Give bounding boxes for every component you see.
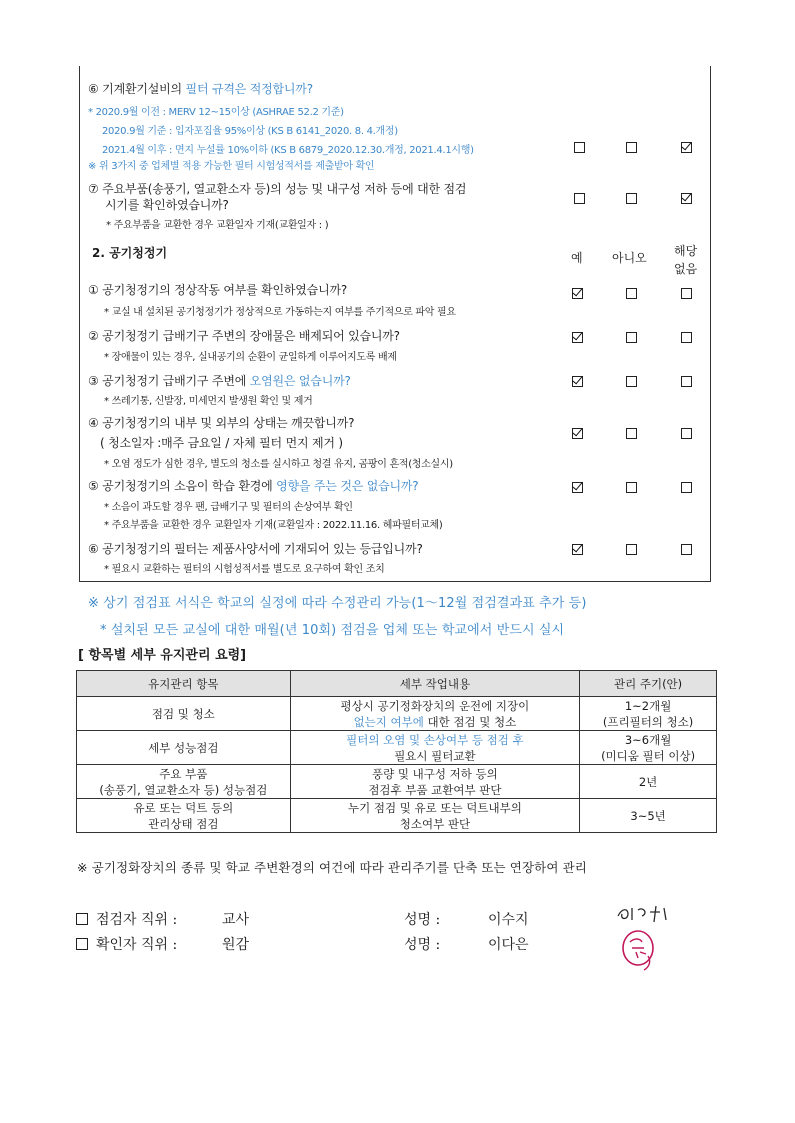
inspector-checkbox[interactable] bbox=[76, 913, 88, 925]
filter-note-2: 2020.9월 기준 : 입자포집율 95%이상 (KS B 6141_2020. 8. 4.개정) bbox=[102, 126, 398, 137]
maintenance-table bbox=[76, 670, 717, 833]
cell-work-line2 bbox=[295, 714, 576, 730]
inspector-name-label: 성명 : bbox=[404, 912, 441, 928]
item-2-text: ② 공기청정기 급배기구 주변의 장애물은 배제되어 있습니까? bbox=[88, 329, 400, 343]
item-6-text: ⑥ 공기청정기의 필터는 제품사양서에 기재되어 있는 등급입니까? bbox=[88, 542, 423, 556]
filter-note-3: 2021.4월 이후 : 면지 누설률 10%이하 (KS B 6879_2020.12.30.개정, 2021.4.1시행) bbox=[102, 145, 474, 156]
cell-item-line2: 관리상태 점검 bbox=[148, 816, 219, 831]
checkbox-i2-no[interactable] bbox=[626, 332, 637, 343]
cell-cycle-line1: 3~6개월 bbox=[624, 732, 672, 747]
checkbox-i2-yes[interactable] bbox=[572, 332, 583, 343]
cell-item: 세부 성능점검 bbox=[77, 731, 291, 765]
notice-monthly-inspection: * 설치된 모든 교실에 대한 매월(년 10회) 점검을 업체 또는 학교에서 반드시 실시 bbox=[100, 623, 565, 638]
checkbox-i1-no[interactable] bbox=[626, 288, 637, 299]
item-3-highlight: 오염원은 없습니까? bbox=[249, 374, 351, 388]
cell-work-highlight: 없는지 여부에 bbox=[353, 714, 424, 729]
cell-work-line1: 평상시 공기정화장치의 운전에 지장이 bbox=[340, 698, 530, 713]
cell-cycle: 2년 bbox=[580, 765, 717, 799]
cell-cycle: 3~5년 bbox=[580, 799, 717, 833]
cell-work-line1: 풍량 및 내구성 저하 등의 bbox=[372, 766, 498, 781]
question-parts-check: ⑦ 주요부품(송풍기, 열교환소자 등)의 성능 및 내구성 저하 등에 대한 점검 bbox=[88, 182, 467, 196]
cell-cycle bbox=[580, 697, 717, 731]
checkbox-i6-na[interactable] bbox=[681, 544, 692, 555]
checkbox-i6-yes[interactable] bbox=[572, 544, 583, 555]
cell-work-line2: 필요시 필터교환 bbox=[394, 748, 476, 763]
inspector-name: 이수지 bbox=[488, 912, 529, 928]
cell-work bbox=[290, 697, 580, 731]
checkbox-i6-no[interactable] bbox=[626, 544, 637, 555]
cell-item bbox=[77, 765, 291, 799]
item-4-text: ④ 공기청정기의 내부 및 외부의 상태는 깨끗합니까? bbox=[88, 416, 355, 430]
cell-work-line1: 필터의 오염 및 손상여부 등 점검 후 bbox=[346, 732, 524, 747]
confirmer-row bbox=[76, 934, 177, 954]
header-yes: 예 bbox=[571, 251, 583, 265]
checkbox-p1q7-no[interactable] bbox=[626, 193, 637, 204]
table-row bbox=[77, 765, 717, 799]
question-parts-check-line2: 시기를 확인하였습니까? bbox=[105, 198, 229, 212]
confirmer-name-label: 성명 : bbox=[404, 937, 441, 953]
parts-note: * 주요부품을 교환한 경우 교환일자 기재(교환일자 : ) bbox=[106, 220, 329, 231]
question-text: ⑥ 기계환기설비의 bbox=[88, 82, 186, 96]
inspector-signature bbox=[614, 902, 674, 924]
cell-work-line1: 누기 점검 및 유로 또는 덕트내부의 bbox=[348, 800, 522, 815]
cell-cycle-line1: 1~2개월 bbox=[624, 698, 672, 713]
filter-note-1: * 2020.9월 이전 : MERV 12~15이상 (ASHRAE 52.2 기준) bbox=[88, 107, 344, 118]
cell-work-rest: 대한 점검 및 청소 bbox=[423, 714, 517, 729]
item-4-cleaning-date: ( 청소일자 :매주 금요일 / 자체 필터 먼지 제거 ) bbox=[100, 436, 343, 450]
table-row bbox=[77, 731, 717, 765]
item-3-prefix: ③ 공기청정기 급배기구 주변에 bbox=[88, 374, 250, 388]
item-1-note: * 교실 내 설치된 공기청정기가 정상적으로 가동하는지 여부를 주기적으로 파악 필요 bbox=[104, 307, 456, 318]
cell-work bbox=[290, 799, 580, 833]
table-row bbox=[77, 799, 717, 833]
filter-note-4: ※ 위 3가지 중 업체별 적용 가능한 필터 시험성적서를 제출받아 확인 bbox=[88, 161, 375, 172]
cell-item: 점검 및 청소 bbox=[77, 697, 291, 731]
checkbox-p1q6-na[interactable] bbox=[681, 142, 692, 153]
inspector-role: 교사 bbox=[222, 912, 250, 928]
item-5-text bbox=[88, 477, 418, 494]
header-no: 아니오 bbox=[612, 251, 647, 265]
checkbox-i4-yes[interactable] bbox=[572, 428, 583, 439]
checkbox-i1-yes[interactable] bbox=[572, 288, 583, 299]
confirmer-name: 이다은 bbox=[488, 937, 529, 953]
item-5-note-2: * 주요부품을 교환한 경우 교환일자 기재(교환일자 : 2022.11.16. 헤파필터교체) bbox=[104, 520, 443, 531]
item-6-note: * 필요시 교환하는 필터의 시험성적서를 별도로 요구하여 확인 조치 bbox=[104, 564, 385, 575]
cell-work bbox=[290, 765, 580, 799]
checkbox-i3-yes[interactable] bbox=[572, 376, 583, 387]
cell-item-line1: 주요 부품 bbox=[159, 766, 208, 781]
management-footnote: ※ 공기정화장치의 종류 및 학교 주변환경의 여건에 따라 관리주기를 단축 또는 연장하여 관리 bbox=[77, 860, 587, 875]
item-4-note: * 오염 정도가 심한 경우, 별도의 청소를 실시하고 청결 유지, 곰팡이 흔적(청소실시) bbox=[104, 459, 453, 470]
checkbox-i1-na[interactable] bbox=[681, 288, 692, 299]
confirmer-checkbox[interactable] bbox=[76, 938, 88, 950]
header-na-line1: 해당 bbox=[674, 244, 698, 258]
checkbox-p1q6-no[interactable] bbox=[626, 142, 637, 153]
header-item: 유지관리 항목 bbox=[77, 671, 291, 697]
inspector-row bbox=[76, 909, 177, 929]
checkbox-i4-na[interactable] bbox=[681, 428, 692, 439]
checkbox-i4-no[interactable] bbox=[626, 428, 637, 439]
inspector-role-label: 점검자 직위 : bbox=[96, 912, 178, 928]
confirmer-role-label: 확인자 직위 : bbox=[96, 937, 178, 953]
item-5-prefix: ⑤ 공기청정기의 소음이 학습 환경에 bbox=[88, 479, 277, 493]
cell-item bbox=[77, 799, 291, 833]
cell-item-line1: 유로 또는 덕트 등의 bbox=[133, 800, 234, 815]
item-2-note: * 장애물이 있는 경우, 실내공기의 순환이 균일하게 이루어지도록 배제 bbox=[104, 352, 397, 363]
cell-cycle-line2: (프리필터의 청소) bbox=[602, 714, 694, 729]
cell-cycle-line2: (미디움 필터 이상) bbox=[601, 748, 696, 763]
cell-item-line2: (송풍기, 열교환소자 등) 성능점검 bbox=[99, 782, 268, 797]
header-cycle: 관리 주기(안) bbox=[580, 671, 717, 697]
checkbox-i3-no[interactable] bbox=[626, 376, 637, 387]
checkbox-p1q7-na[interactable] bbox=[681, 193, 692, 204]
maintenance-title: [ 항목별 세부 유지관리 요령] bbox=[78, 648, 247, 663]
table-row bbox=[77, 697, 717, 731]
header-na-line2: 없음 bbox=[674, 262, 698, 276]
item-1-text: ① 공기청정기의 정상작동 여부를 확인하였습니까? bbox=[88, 283, 348, 297]
confirmer-role: 원감 bbox=[222, 937, 250, 953]
section-title: 2. 공기청정기 bbox=[92, 246, 168, 260]
checkbox-i5-yes[interactable] bbox=[572, 482, 583, 493]
checkbox-i2-na[interactable] bbox=[681, 332, 692, 343]
checkbox-i5-na[interactable] bbox=[681, 482, 692, 493]
checkbox-p1q6-yes[interactable] bbox=[574, 142, 585, 153]
item-3-text bbox=[88, 372, 351, 389]
item-3-note: * 쓰레기통, 신발장, 미세먼지 발생원 확인 및 제거 bbox=[104, 396, 313, 407]
cell-work-line2: 청소여부 판단 bbox=[399, 816, 471, 831]
table-header-row bbox=[77, 671, 717, 697]
checkbox-i3-na[interactable] bbox=[681, 376, 692, 387]
notice-form-modification: ※ 상기 점검표 서식은 학교의 실정에 따라 수정관리 가능(1～12월 점검결과표 추가 등) bbox=[88, 596, 587, 611]
header-work: 세부 작업내용 bbox=[290, 671, 580, 697]
question-highlight: 필터 규격은 적정합니까? bbox=[185, 82, 313, 96]
cell-work bbox=[290, 731, 580, 765]
checkbox-p1q7-yes[interactable] bbox=[574, 193, 585, 204]
item-5-highlight: 영향을 주는 것은 없습니까? bbox=[276, 479, 419, 493]
question-ventilation-filter bbox=[88, 80, 313, 97]
checkbox-i5-no[interactable] bbox=[626, 482, 637, 493]
cell-cycle bbox=[580, 731, 717, 765]
item-5-note-1: * 소음이 과도할 경우 팬, 급배기구 및 필터의 손상여부 확인 bbox=[104, 502, 353, 513]
cell-work-line2: 점검후 부품 교환여부 판단 bbox=[368, 782, 502, 797]
confirmer-stamp bbox=[618, 928, 664, 974]
